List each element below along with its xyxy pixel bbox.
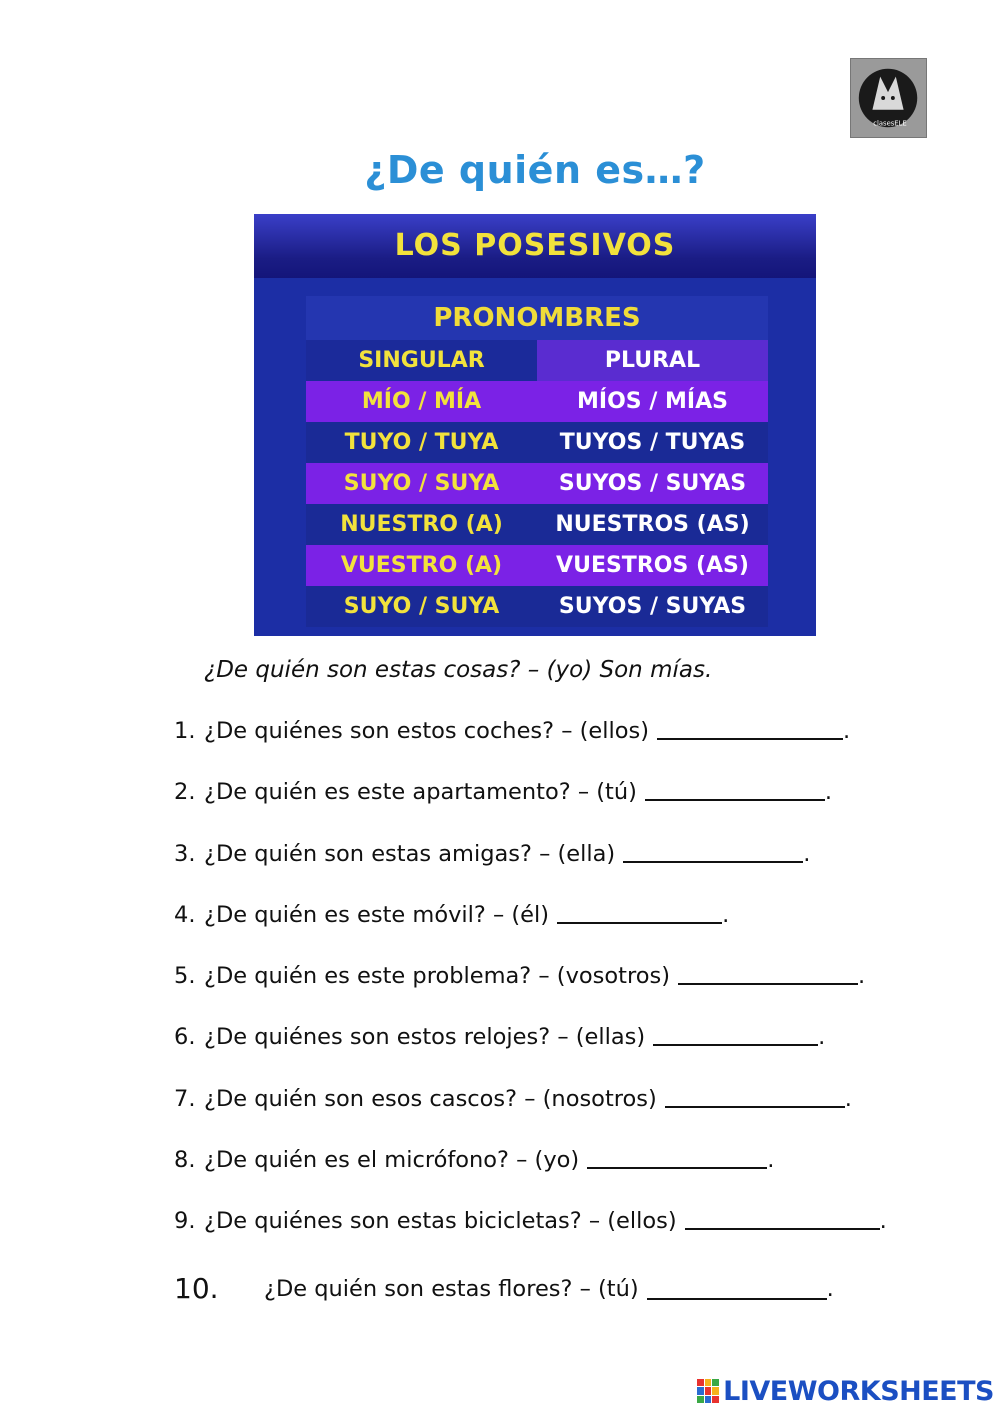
exercise-period: . [879,1208,887,1235]
exercise-list [174,718,974,1333]
answer-blank[interactable] [587,1147,767,1169]
exercise-period: . [844,1085,852,1112]
cell-singular: VUESTRO (A) [340,553,503,578]
exercise-question: ¿De quién es este problema? – (vosotros) [204,963,670,990]
table-row [306,545,768,586]
liveworksheets-icon [697,1379,719,1403]
cell-plural: NUESTROS (AS) [555,512,750,537]
exercise-item [174,779,974,840]
exercise-period: . [826,1275,834,1302]
cell-singular: TUYO / TUYA [344,430,499,455]
answer-blank[interactable] [557,902,722,924]
exercise-question: ¿De quién es este móvil? – (él) [204,901,550,928]
exercise-period: . [824,779,833,806]
exercise-number: 3. [174,840,196,867]
exercise-item [174,1086,974,1147]
cell-singular: SUYO / SUYA [343,594,500,619]
pronouns-table [306,296,768,627]
example-sentence: ¿De quién son estas cosas? – (yo) Son mías. [204,657,713,683]
exercise-question: ¿De quién es este apartamento? – (tú) [204,779,637,806]
exercise-question: ¿De quién es el micrófono? – (yo) [204,1147,580,1174]
exercise-item [174,718,974,779]
exercise-number: 5. [174,963,196,990]
cell-plural: SUYOS / SUYAS [558,594,747,619]
cell-plural: MÍOS / MÍAS [577,389,728,414]
exercise-period: . [803,840,811,867]
table-row [306,586,768,627]
answer-blank[interactable] [645,779,825,801]
liveworksheets-brand[interactable] [697,1375,994,1407]
exercise-period: . [843,718,851,744]
exercise-item [174,1208,974,1269]
exercise-number: 6. [174,1024,196,1051]
table-row [306,504,768,545]
exercise-question: ¿De quiénes son estos coches? – (ellos) [204,718,650,744]
table-title: PRONOMBRES [306,296,768,340]
exercise-number: 1. [174,718,196,744]
fox-logo-icon [851,59,926,137]
exercise-item [174,902,974,963]
header-plural: PLURAL [537,340,768,381]
exercise-period: . [767,1147,775,1174]
table-row [306,463,768,504]
answer-blank[interactable] [623,841,803,863]
cell-plural: VUESTROS (AS) [556,553,749,578]
answer-blank[interactable] [665,1086,845,1108]
exercise-number: 10. [174,1271,219,1305]
exercise-number: 2. [174,779,196,806]
exercise-question: ¿De quiénes son estas bicicletas? – (ellos) [204,1208,677,1235]
possessives-poster [254,214,816,636]
table-row [306,422,768,463]
cell-plural: SUYOS / SUYAS [558,471,747,496]
exercise-item [174,1270,974,1333]
exercise-question: ¿De quiénes son estos relojes? – (ellas) [204,1024,646,1051]
answer-blank[interactable] [653,1024,818,1046]
exercise-item [174,963,974,1024]
exercise-period: . [858,963,866,990]
clasesele-logo [850,58,927,138]
table-row [306,381,768,422]
cell-singular: MÍO / MÍA [361,389,482,414]
answer-blank[interactable] [678,963,858,985]
exercise-item [174,1024,974,1085]
cell-plural: TUYOS / TUYAS [559,430,746,455]
liveworksheets-wordmark: LIVEWORKSHEETS [723,1375,994,1407]
table-header-row [306,340,768,381]
exercise-item [174,1147,974,1208]
header-singular: SINGULAR [306,340,537,381]
answer-blank[interactable] [657,718,843,740]
exercise-number: 4. [174,901,196,928]
poster-heading: LOS POSESIVOS [254,214,816,278]
exercise-period: . [818,1024,826,1051]
logo-text: clasesELE [873,119,907,128]
answer-blank[interactable] [647,1278,827,1300]
answer-blank[interactable] [685,1208,880,1230]
exercise-number: 9. [174,1208,196,1235]
cell-singular: SUYO / SUYA [343,471,500,496]
exercise-number: 8. [174,1147,196,1174]
cell-singular: NUESTRO (A) [340,512,503,537]
exercise-period: . [722,901,730,928]
page-title: ¿De quién es…? [364,148,706,192]
exercise-question: ¿De quién son esos cascos? – (nosotros) [204,1085,657,1112]
exercise-question: ¿De quién son estas amigas? – (ella) [204,840,616,867]
exercise-item [174,841,974,902]
exercise-number: 7. [174,1085,196,1112]
exercise-question: ¿De quién son estas flores? – (tú) [264,1275,639,1302]
